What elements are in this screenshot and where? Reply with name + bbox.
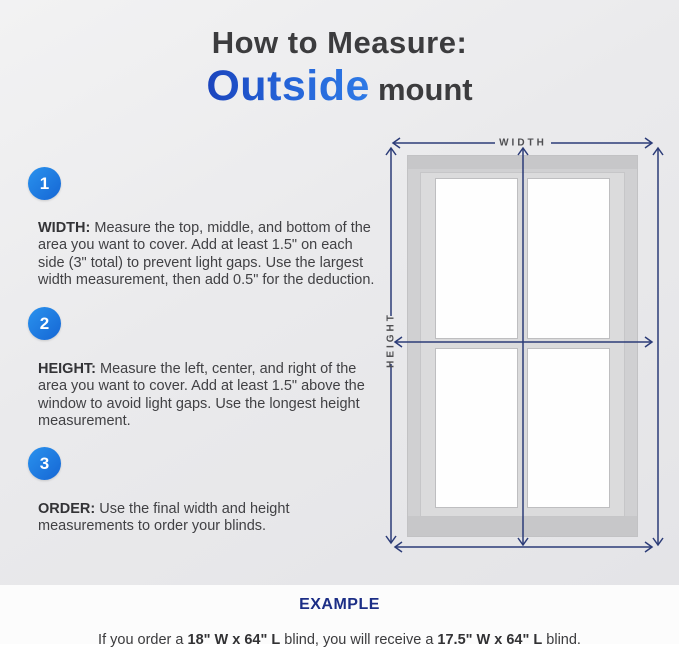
step-3-badge: 3 [28,447,61,480]
example-receive-size: 17.5" W x 64" L [437,631,543,648]
example-suffix: blind. [542,631,581,648]
step-3-text [38,501,380,536]
step-1-text [38,220,380,290]
step-2-label: HEIGHT: [38,360,96,377]
example-prefix: If you order a [98,631,188,648]
step-2-text [38,361,380,431]
example-middle: blind, you will receive a [280,631,438,648]
step-3-label: ORDER: [38,500,96,517]
width-measure-label: WIDTH [499,137,547,149]
title-highlight-outside: Outside [206,62,370,111]
step-3-body: Use the final width and height measurements to order your blinds. [38,500,290,534]
step-1-badge: 1 [28,167,61,200]
example-sentence [0,632,679,648]
title-suffix-mount: mount [377,72,473,108]
step-2-badge: 2 [28,307,61,340]
title-line2 [0,63,679,110]
title-line1: How to Measure: [211,25,468,60]
example-order-size: 18" W x 64" L [187,631,281,648]
step-1-body: Measure the top, middle, and bottom of the area you want to cover. Add at least 1.5" on each side (3" total) to prevent light gaps. Use the largest width measurement, then add 0.5" for the deduction. [38,219,375,288]
measurement-arrows [383,130,675,564]
step-1-label: WIDTH: [38,219,91,236]
step-2-body: Measure the left, center, and right of the area you want to cover. Add at least 1.5" above the window to avoid light gaps. Use the longest height measurement. [38,360,365,429]
page-title [0,26,679,110]
height-measure-label: HEIGHT [385,312,397,368]
example-heading: EXAMPLE [299,596,380,613]
